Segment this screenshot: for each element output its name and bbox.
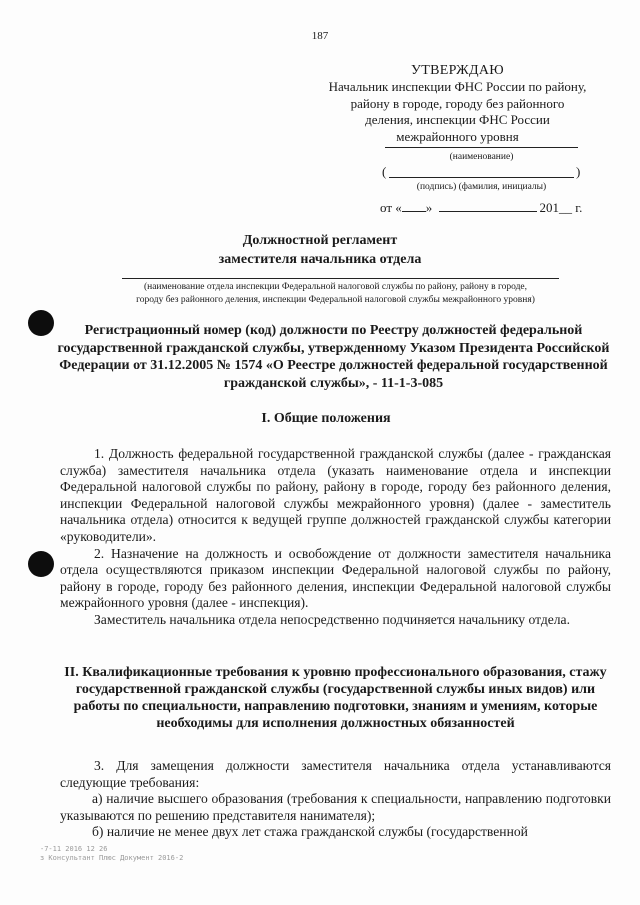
footer-stamp-line-1: -7-11 2016 12 26 xyxy=(40,845,108,853)
section-2-body xyxy=(60,758,611,841)
punch-hole xyxy=(28,551,54,577)
paragraph-3a: а) наличие высшего образования (требования к специальности, направлению подготовки указываются по решению представителя нанимателя); xyxy=(60,791,611,823)
approval-line: району в городе, городу без районного xyxy=(350,95,565,111)
day-blank xyxy=(402,201,426,212)
paragraph-2: 2. Назначение на должность и освобождение от должности заместителя начальника отдела осуществляются приказом инспекции Федеральной налоговой службы по району, району в городе, городу без районного деления, инспекции Федеральной налоговой службы межрайонного уровня (далее - инспекция). xyxy=(60,545,611,611)
date-suffix: 201__ г. xyxy=(539,200,583,215)
sign-open-paren: ( xyxy=(382,164,387,179)
approval-title: УТВЕРЖДАЮ xyxy=(411,63,504,78)
page-number: 187 xyxy=(311,30,329,42)
sign-caption: (подпись) (фамилия, инициалы) xyxy=(416,182,547,192)
registration-number: Регистрационный номер (код) должности по Реестру должностей федеральной государственной гражданской службы, утвержденному Указом Президента Российской Федерации от 31.12.2005 № 1574 «О Реестре должностей федеральной государственной гражданской службы», - 11-1-3-085 xyxy=(57,323,610,391)
department-line xyxy=(122,278,559,279)
name-caption: (наименование) xyxy=(449,152,514,162)
document-subtitle: заместителя начальника отдела xyxy=(218,252,422,267)
punch-hole xyxy=(28,310,54,336)
approval-line: деления, инспекции ФНС России xyxy=(365,112,550,127)
month-blank xyxy=(439,201,537,212)
approval-line: межрайонного уровня xyxy=(396,128,519,144)
section-2-title: II. Квалификационные требования к уровню профессионального образования, стажу государственной гражданской службы (государственной службы иных видов) или работы по специальности, направлению подготовки, знаниям и умениям, которые необходимы для исполнения должностных обязанностей xyxy=(64,665,607,731)
date-mid: » xyxy=(425,200,433,215)
paragraph-3b: б) наличие не менее двух лет стажа гражданской службы (государственной xyxy=(92,824,528,840)
approval-date xyxy=(380,200,582,216)
date-prefix: от « xyxy=(380,200,402,215)
approval-block xyxy=(300,62,615,145)
footer-stamp xyxy=(40,845,183,863)
section-1-body xyxy=(60,446,611,629)
document-title: Должностной регламент xyxy=(242,233,398,248)
section-1-title: I. Общие положения xyxy=(261,411,391,426)
paragraph-subordination: Заместитель начальника отдела непосредственно подчиняется начальнику отдела. xyxy=(94,611,570,627)
paragraph-3: 3. Для замещения должности заместителя начальника отдела устанавливаются следующие требования: xyxy=(60,758,611,790)
approval-line: Начальник инспекции ФНС России по району, xyxy=(328,79,587,94)
name-signature-line xyxy=(385,147,578,148)
footer-stamp-line-2: з Консультант Плюс Документ 2016-2 xyxy=(40,854,184,862)
department-caption-2: городу без районного деления, инспекции Федеральной налоговой службы межрайонного уровня) xyxy=(136,295,535,305)
department-caption-1: (наименование отдела инспекции Федеральной налоговой службы по району, району в городе, xyxy=(143,282,528,292)
paragraph-1: 1. Должность федеральной государственной гражданской службы (далее - гражданская служба) заместителя начальника отдела (указать наименование отдела и инспекции Федеральной налоговой службы по району, району в городе, городу без районного деления, инспекции Федеральной налоговой службы межрайонного уровня) (далее - заместитель начальника отдела) относится к ведущей группе должностей гражданской службы категории «руководители». xyxy=(60,446,611,544)
sign-close-paren: ) xyxy=(576,164,581,179)
sign-line xyxy=(389,177,574,178)
